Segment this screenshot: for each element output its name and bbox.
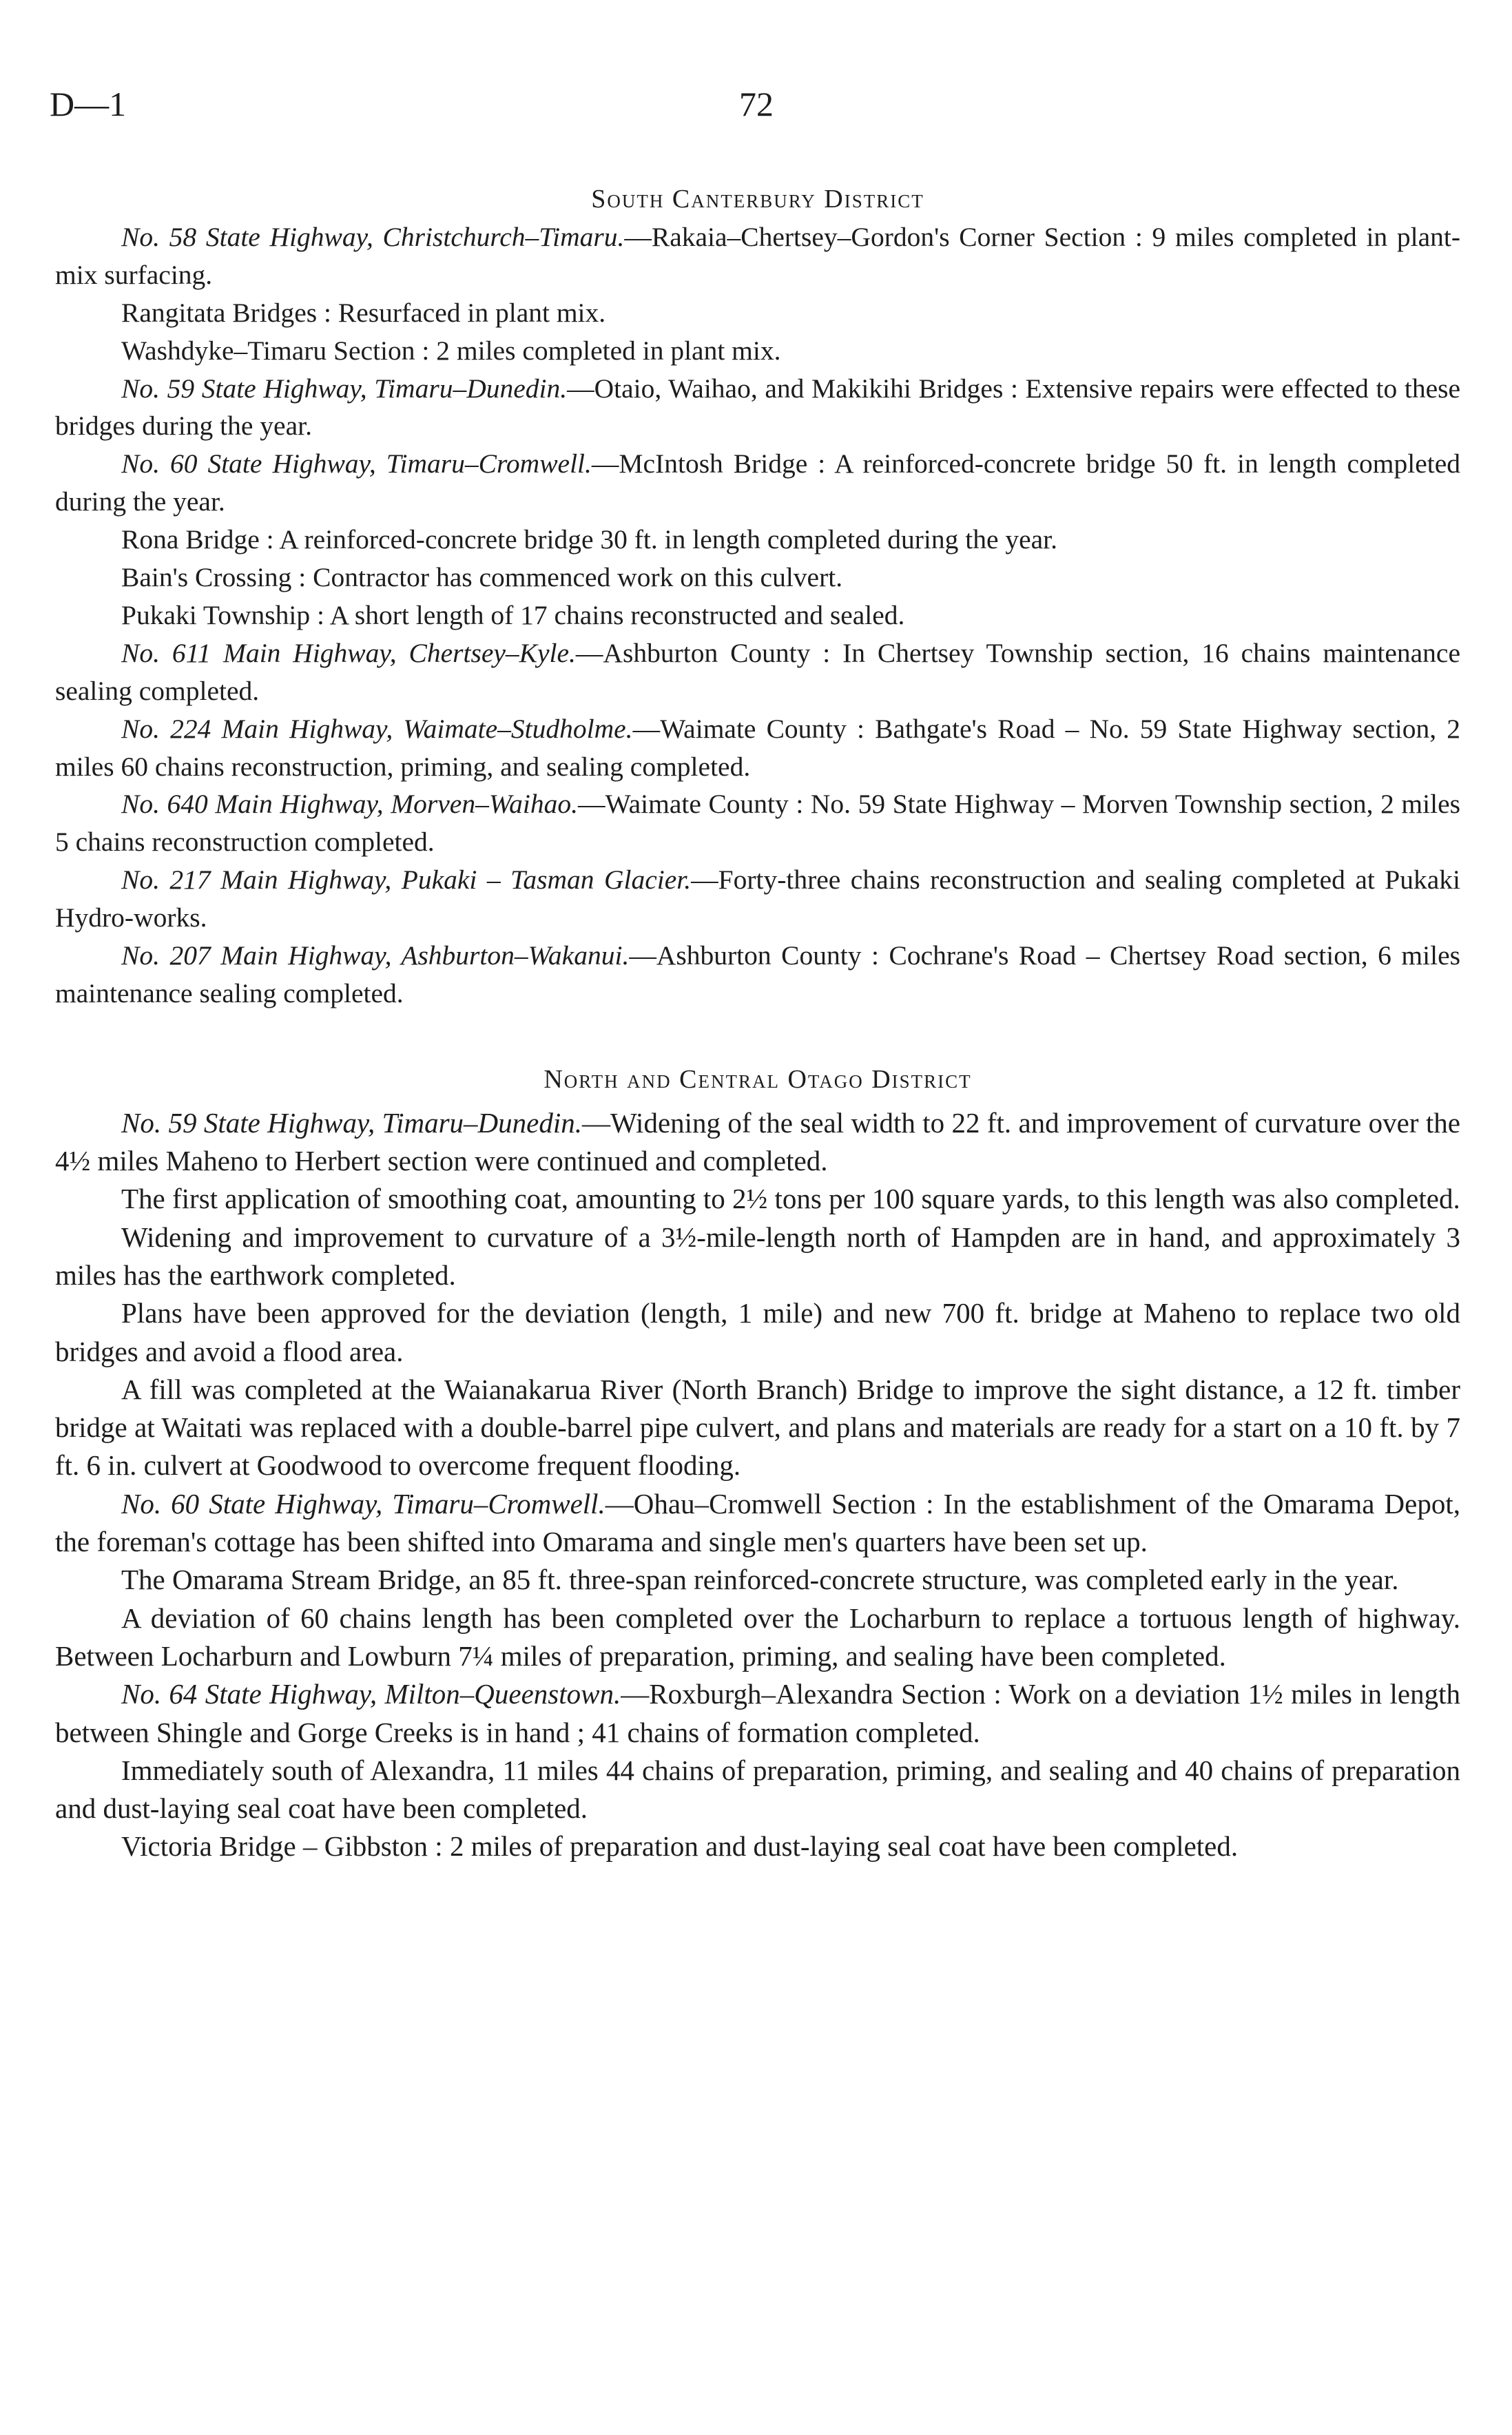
paragraph-text: Plans have been approved for the deviation (length, 1 mile) and new 700 ft. bridge at Maheno to replace two old bridges and avoid a flood area. [55, 1297, 1460, 1367]
paragraph-text: A fill was completed at the Waianakarua River (North Branch) Bridge to improve the sight distance, a 12 ft. timber bridge at Waitati was replaced with a double-barrel pipe culvert, and plans and materials are ready for a start on a 10 ft. by 7 ft. 6 in. culvert at Goodwood to overcome frequent flooding. [55, 1373, 1460, 1482]
highway-title: No. 58 State Highway, Christchurch–Timaru. [121, 221, 625, 252]
highway-title: No. 60 State Highway, Timaru–Cromwell. [121, 448, 592, 479]
paragraph-text: —Widening of the seal width to 22 ft. and improvement of curvature over the 4½ miles Maheno to Herbert section were continued and completed. [55, 1106, 1460, 1177]
paragraph-text: —Ashburton County : In Chertsey Township section, 16 chains maintenance sealing completed. [55, 637, 1460, 706]
paragraph-text: Rona Bridge : A reinforced-concrete bridge 30 ft. in length completed during the year. [121, 524, 1058, 555]
highway-title: No. 59 State Highway, Timaru–Dunedin. [121, 373, 568, 404]
paragraph [55, 1371, 1460, 1485]
section-heading: South Canterbury District [591, 185, 924, 214]
paragraph-text: The Omarama Stream Bridge, an 85 ft. three-span reinforced-concrete structure, was completed early in the year. [121, 1564, 1399, 1596]
paragraph [55, 294, 1460, 332]
paragraph [55, 1219, 1460, 1295]
highway-title: No. 59 State Highway, Timaru–Dunedin. [121, 1106, 582, 1139]
page-header [50, 84, 1463, 125]
paragraph-text: —Forty-three chains reconstruction and sealing completed at Pukaki Hydro-works. [55, 864, 1460, 933]
paragraph [55, 1752, 1460, 1828]
paragraph-text: Widening and improvement to curvature of a 3½-mile-length north of Hampden are in hand, and approximately 3 miles has the earthwork completed. [55, 1221, 1460, 1291]
paragraph [55, 785, 1460, 861]
paragraph-text: —Otaio, Waihao, and Makikihi Bridges : Extensive repairs were effected to these bridges during the year. [55, 373, 1461, 442]
paragraph [55, 370, 1460, 446]
paragraph [55, 634, 1460, 710]
paragraph [55, 332, 1460, 370]
section-body [55, 1104, 1460, 1866]
paragraph-text: —Ashburton County : Cochrane's Road – Chertsey Road section, 6 miles maintenance sealing completed. [55, 940, 1460, 1009]
paragraph-text: —Waimate County : Bathgate's Road – No. 59 State Highway section, 2 miles 60 chains reconstruction, priming, and sealing completed. [55, 713, 1460, 782]
paragraph [55, 1104, 1460, 1181]
paragraph-text: Pukaki Township : A short length of 17 chains reconstructed and sealed. [121, 599, 905, 630]
highway-title: No. 64 State Highway, Milton–Queenstown. [121, 1678, 621, 1710]
paragraph-text: —Waimate County : No. 59 State Highway – Morven Township section, 2 miles 5 chains reconstruction completed. [55, 789, 1460, 858]
paragraph [55, 218, 1460, 294]
paragraph [55, 1599, 1460, 1676]
paragraph-text: A deviation of 60 chains length has been completed over the Locharburn to replace a tortuous length of highway. Between Locharburn and Lowburn 7¼ miles of preparation, priming, and sealing have been completed. [55, 1602, 1460, 1672]
paragraph [55, 861, 1460, 937]
page-content [55, 180, 1460, 1866]
section-body [55, 218, 1460, 1013]
page-number: 72 [739, 85, 774, 123]
highway-title: No. 224 Main Highway, Waimate–Studholme. [121, 713, 633, 744]
highway-title: No. 640 Main Highway, Morven–Waihao. [121, 789, 578, 820]
paragraph-text: Rangitata Bridges : Resurfaced in plant mix. [121, 297, 606, 328]
paragraph [55, 445, 1460, 521]
paragraph-text: —Roxburgh–Alexandra Section : Work on a deviation 1½ miles in length between Shingle and Gorge Creeks is in hand ; 41 chains of formation completed. [55, 1678, 1461, 1748]
paragraph-text: —McIntosh Bridge : A reinforced-concrete bridge 50 ft. in length completed during the year. [55, 448, 1460, 517]
paragraph [55, 597, 1460, 634]
paragraph [55, 1561, 1460, 1599]
paragraph-text: Washdyke–Timaru Section : 2 miles completed in plant mix. [121, 335, 781, 366]
paragraph-text: —Rakaia–Chertsey–Gordon's Corner Section : 9 miles completed in plant-mix surfacing. [55, 221, 1461, 290]
paragraph [55, 1485, 1460, 1562]
paragraph-text: The first application of smoothing coat, amounting to 2½ tons per 100 square yards, to this length was also completed. [121, 1183, 1460, 1215]
paragraph [55, 559, 1460, 597]
paragraph [55, 1827, 1460, 1865]
paragraph-text: —Ohau–Cromwell Section : In the establishment of the Omarama Depot, the foreman's cottage has been shifted into Omarama and single men's quarters have been set up. [55, 1487, 1460, 1558]
paragraph [55, 937, 1460, 1013]
document-reference: D—1 [50, 85, 127, 123]
section-heading: North and Central Otago District [543, 1064, 972, 1094]
paragraph [55, 710, 1460, 786]
paragraph [55, 521, 1460, 559]
paragraph [55, 1180, 1460, 1218]
highway-title: No. 207 Main Highway, Ashburton–Wakanui. [121, 940, 630, 971]
paragraph-text: Victoria Bridge – Gibbston : 2 miles of preparation and dust-laying seal coat have been completed. [121, 1830, 1239, 1863]
highway-title: No. 60 State Highway, Timaru–Cromwell. [121, 1487, 605, 1520]
paragraph [55, 1675, 1460, 1752]
highway-title: No. 611 Main Highway, Chertsey–Kyle. [121, 637, 576, 668]
paragraph [55, 1294, 1460, 1371]
paragraph-text: Bain's Crossing : Contractor has commenced work on this culvert. [121, 562, 843, 593]
highway-title: No. 217 Main Highway, Pukaki – Tasman Glacier. [121, 864, 692, 895]
paragraph-text: Immediately south of Alexandra, 11 miles 44 chains of preparation, priming, and sealing and 40 chains of preparation and dust-laying seal coat have been completed. [55, 1754, 1460, 1825]
